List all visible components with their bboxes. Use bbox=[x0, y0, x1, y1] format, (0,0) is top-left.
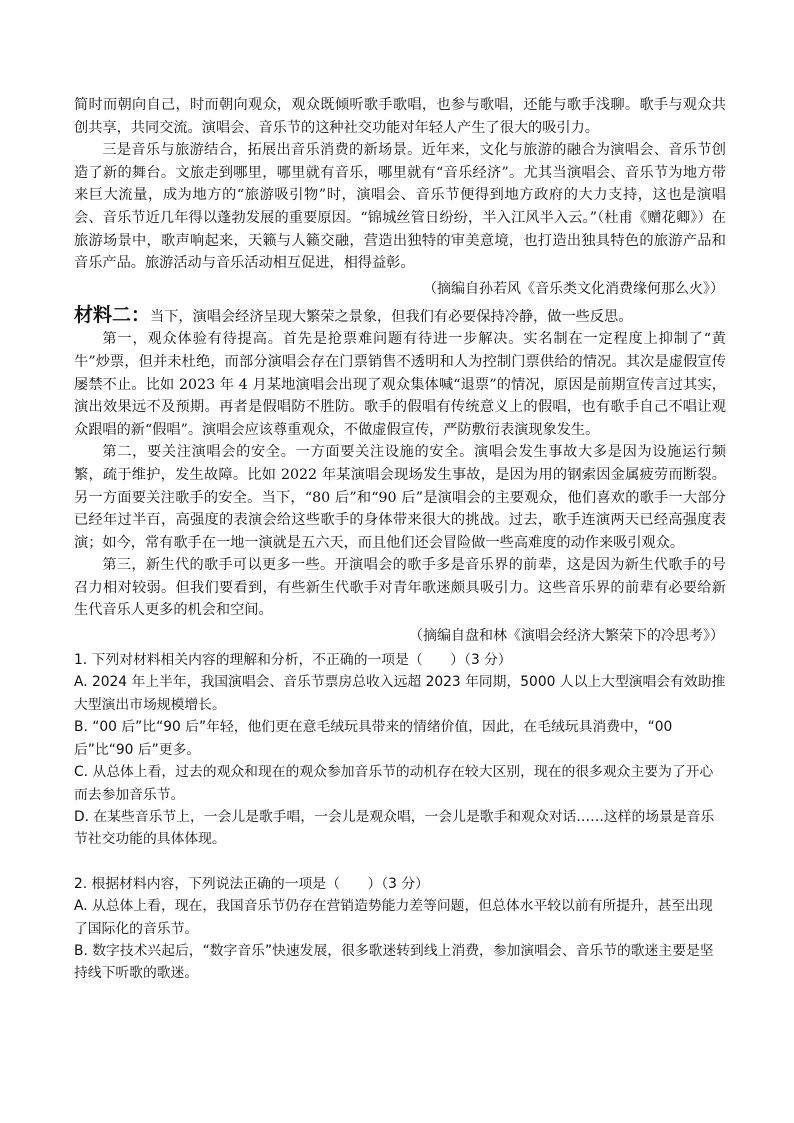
question1-option-a: A. 2024 年上半年，我国演唱会、音乐节票房总收入远超 2023 年同期，5000 人以上大型演唱会有效助推大型演出市场规模增长。 bbox=[74, 674, 726, 713]
question2-option-a: A. 从总体上看，现在，我国音乐节仍存在营销造势能力差等问题，但总体水平较以前有所提升，甚至出现了国际化的音乐节。 bbox=[74, 898, 713, 937]
question2-stem: 2. 根据材料内容，下列说法正确的一项是（ ）（3 分） bbox=[74, 875, 429, 892]
material1-paragraph-tail: 简时而朝向自己，时而朝向观众，观众既倾听歌手歌唱，也参与歌唱，还能与歌手浅聊。歌手与观众共创共享，共同交流。演唱会、音乐节的这种社交功能对年轻人产生了很大的吸引力。 bbox=[74, 97, 726, 136]
question2-option-b: B. 数字技术兴起后，“数字音乐”快速发展，很多歌迷转到线上消费，参加演唱会、音乐节的歌迷主要是坚持线下听歌的歌迷。 bbox=[74, 942, 714, 982]
material2-intro-text: 当下，演唱会经济呈现大繁荣之景象，但我们有必要保持冷静，做一些反思。 bbox=[150, 308, 633, 325]
material1-paragraph-three: 三是音乐与旅游结合，拓展出音乐消费的新场景。近年来，文化与旅游的融合为演唱会、音乐节创造了新的舞台。文旅走到哪里，哪里就有音乐，哪里就有“音乐经济”。尤其当演唱会、音乐节为地方带来巨大流量，成为地方的“旅游吸引物”时，演唱会、音乐节便得到地方政府的大力支持，这也是演唱会、音乐节近几年得以蓬勃发展的重要原因。“锦城丝管日纷纷，半入江风半入云。”（杜甫《赠花卿》）在旅游场景中，歌声响起来，天籁与人籁交融，营造出独特的审美意境，也打造出独具特色的旅游产品和音乐产品。旅游活动与音乐活动相互促进，相得益彰。 bbox=[74, 142, 726, 272]
material1-source: （摘编自孙若风《音乐类文化消费缘何那么火》） bbox=[423, 280, 724, 297]
question1-option-b: B. “00 后”比“90 后”年轻，他们更在意毛绒玩具带来的情绪价值，因此，在毛绒玩具消费中，“00 后”比“90 后”更多。 bbox=[74, 719, 673, 758]
material2-source: （摘编自盘和林《演唱会经济大繁荣下的冷思考》） bbox=[409, 628, 724, 645]
material2-paragraph-three: 第三，新生代的歌手可以更多一些。开演唱会的歌手多是音乐界的前辈，这是因为新生代歌手的号召力相对较弱。但我们要看到，有些新生代歌手对青年歌迷颇具吸引力。这些音乐界的前辈有必要给新生代音乐人更多的机会和空间。 bbox=[74, 557, 726, 619]
material2-intro bbox=[74, 304, 726, 329]
exam-page bbox=[74, 94, 726, 985]
question1-option-d: D. 在某些音乐节上，一会儿是歌手唱，一会儿是观众唱，一会儿是歌手和观众对话……这样的场景是音乐节社交功能的具体体现。 bbox=[74, 808, 715, 848]
question1-option-c: C. 从总体上看，过去的观众和现在的观众参加音乐节的动机存在较大区别，现在的很多观众主要为了开心而去参加音乐节。 bbox=[74, 764, 714, 803]
material2-paragraph-one: 第一，观众体验有待提高。首先是抢票难问题有待进一步解决。实名制在一定程度上抑制了“黄牛”炒票，但并未杜绝，而部分演唱会存在门票销售不透明和人为控制门票供给的情况。其次是虚假宣传屡禁不止。比如 2023 年 4 月某地演唱会出现了观众集体喊“退票”的情况，原因是前期宣传言过其实，演出效果远不及预期。再者是假唱防不胜防。歌手的假唱有传统意义上的假唱，也有歌手自己不唱让观众跟唱的新“假唱”。演唱会应该尊重观众，不做虚假宣传，严防敷衍表演现象发生。 bbox=[74, 331, 726, 438]
material2-label: 材料二： bbox=[74, 303, 151, 326]
question-spacer bbox=[74, 851, 726, 873]
material2-paragraph-two: 第二，要关注演唱会的安全。一方面要关注设施的安全。演唱会发生事故大多是因为设施运行频繁，疏于维护，发生故障。比如 2022 年某演唱会现场发生事故，是因为用的钢索因金属疲劳而断裂。另一方面要关注歌手的安全。当下，“80 后”和“90 后”是演唱会的主要观众，他们喜欢的歌手一大部分已经年过半百，高强度的表演会给这些歌手的身体带来很大的挑战。过去，歌手连演两天已经高强度表演；如今，常有歌手在一地一演就是五六天，而且他们还会冒险做一些高难度的动作来吸引观众。 bbox=[74, 444, 726, 551]
question1-stem: 1. 下列对材料相关内容的理解和分析，不正确的一项是（ ）（3 分） bbox=[74, 652, 512, 669]
